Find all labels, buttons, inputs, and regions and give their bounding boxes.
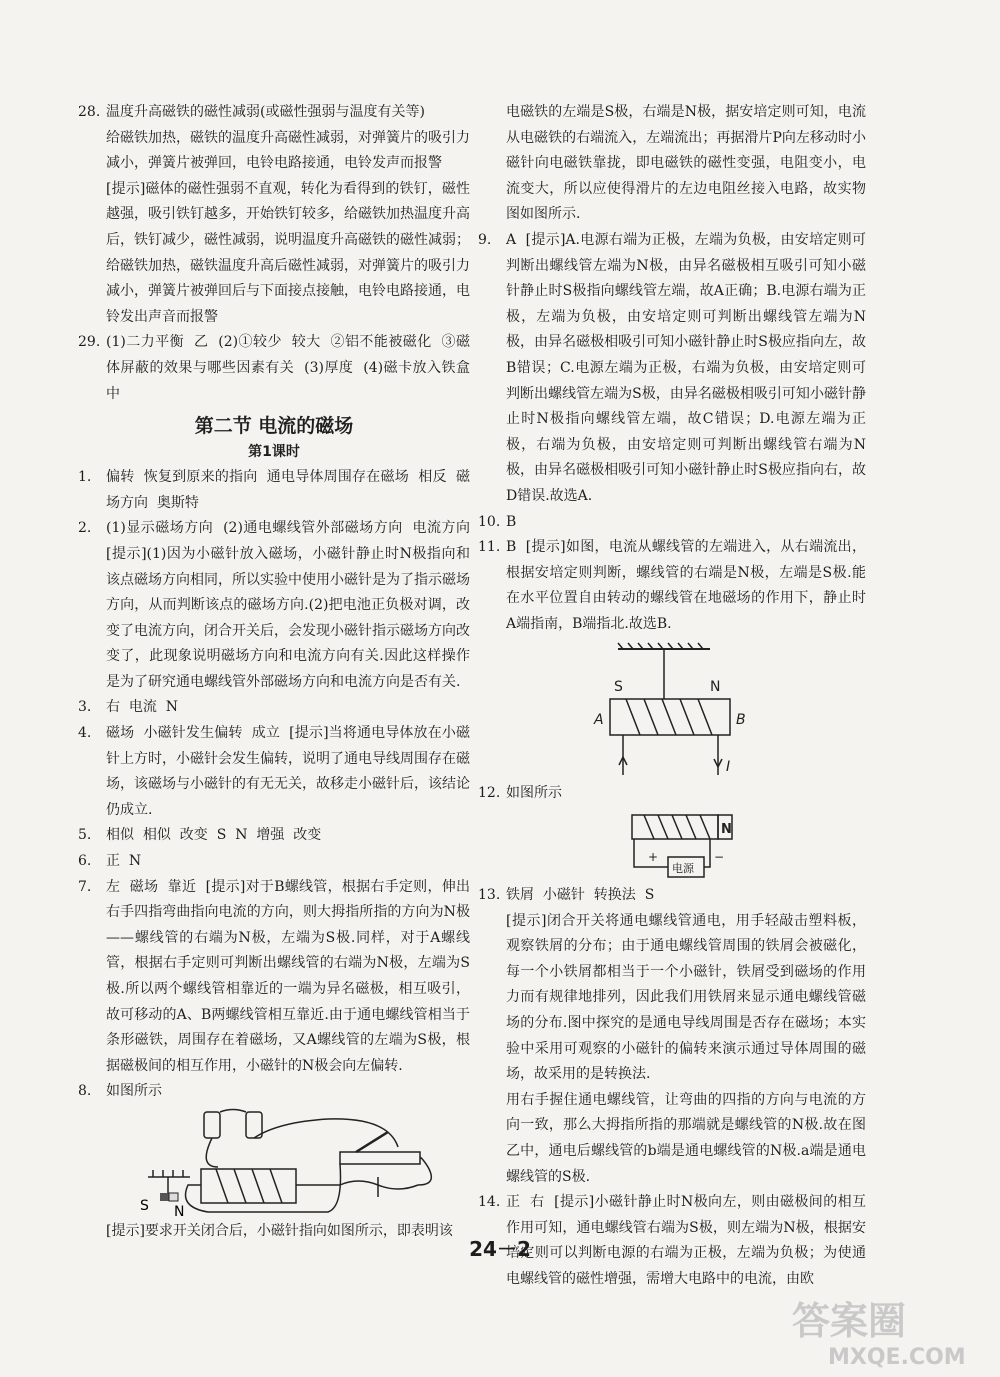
answer-text: B [提示]如图，电流从螺线管的左端进入，从右端流出，根据安培定则判断，螺线管的右端是N极，左端是S极.能在水平位置自由转动的螺线管在地磁场的作用下，静止时A端指南，B端指北.故选B. <box>506 539 866 632</box>
answer-4 <box>78 721 470 823</box>
label-n: N <box>710 679 721 696</box>
answer-text: 偏转 恢复到原来的指向 通电导体周围存在磁场 相反 磁场方向 奥斯特 <box>106 469 470 511</box>
question-number: 29. <box>78 334 101 351</box>
wire <box>206 1138 218 1167</box>
wire-right <box>704 839 710 867</box>
answer-line: 给磁铁加热，磁铁的温度升高磁性减弱，对弹簧片的吸引力减小，弹簧片被弹回，电铃电路接通，电铃发声而报警 <box>106 129 470 172</box>
answer-text: 如图所示 <box>106 1083 162 1100</box>
answer-text: 如图所示 <box>506 785 562 802</box>
question-number: 11. <box>478 539 501 556</box>
answer-text: 铁屑 小磁针 转换法 S <box>506 887 655 904</box>
right-column <box>478 100 866 1293</box>
question-number: 6. <box>78 853 92 870</box>
ceiling-support <box>148 1170 190 1177</box>
answer-7 <box>78 875 470 1080</box>
answer-8-continued <box>478 100 866 228</box>
answer-3 <box>78 695 470 721</box>
answer-text: 磁场 小磁针发生偏转 成立 [提示]当将通电导体放在小磁针上方时，小磁针会发生偏转，说明了通电导线周围存在磁场，该磁场与小磁针的有无无关，故移走小磁针后，该结论仍成立. <box>106 725 470 818</box>
answer-text: A [提示]A.电源右端为正极，左端为负极，由安培定则可判断出螺线管左端为N极，由异名磁极相互吸引可知小磁针静止时S极指向螺线管左端，故A正确；B.电源右端为正极，左端为负极，由安培定则可判断出螺线管左端为N极，由异名磁极相吸引可知小磁针静止时S极应指向左，故B错误；C.电源左端为正极，右端为负极，由安培定则可判断出螺线管左端为S极，由异名磁极相吸引可知小磁针静止时N极指向螺线管左端，故C错误；D.电源左端为正极，右端为负极，由安培定则可判断出螺线管右端为N极，由异名磁极相吸引可知小磁针静止时S极应指向右，故D错误.故选A. <box>506 231 866 504</box>
answer-29 <box>78 330 470 407</box>
switch-lever <box>356 1132 388 1152</box>
label-power-source: 电源 <box>672 862 694 876</box>
answer-5 <box>78 823 470 849</box>
question-number: 3. <box>78 699 92 716</box>
label-minus: − <box>714 850 725 865</box>
answer-text: 正 右 [提示]小磁针静止时N极向左，则由磁极间的相互作用可知，通电螺线管右端为S极，则左端为N极，根据安培定则可以判断电源的右端为正极，左端为负极；为使通电螺线管的磁性增强，需增大电路中的电流，由欧 <box>506 1194 866 1287</box>
wire <box>220 1109 246 1112</box>
question-number: 5. <box>78 827 92 844</box>
electromagnet-coil <box>201 1169 296 1203</box>
question-number: 2. <box>78 520 92 537</box>
section-title: 第二节 电流的磁场 <box>194 415 354 438</box>
answer-11 <box>478 535 866 637</box>
question-number: 12. <box>478 785 501 802</box>
question-number: 28. <box>78 104 101 120</box>
hint-text: 用右手握住通电螺线管，让弯曲的四指的方向与电流的方向一致，那么大拇指所指的那端就是螺线管的N极.故在图乙中，通电后螺线管的b端是通电螺线管的N极.a端是通电螺线管的S极. <box>506 1091 866 1185</box>
answer-2 <box>78 516 479 695</box>
page-number: 24－2 <box>469 1237 531 1261</box>
wire <box>186 1164 341 1212</box>
lesson-title: 第1课时 <box>248 444 300 461</box>
compass-needle-n <box>169 1193 178 1201</box>
answer-text: 左 磁场 靠近 [提示]对于B螺线管，根据右手定则，伸出右手四指弯曲指向电流的方向，则大拇指所指的方向为N极——螺线管的右端为N极，左端为S极.同样，对于A螺线管，根据右手定则可判断出螺线管的右端为N极，左端为S极.所以两个螺线管相靠近的一端为异名磁极，相互吸引，故可移动的A、B两螺线管相互靠近.由于通电螺线管相当于条形磁铁，周围存在着磁场，又A螺线管的左端为S极，根据磁极间的相互作用，小磁针的N极会向左偏转. <box>106 878 470 1074</box>
answer-8 <box>78 1079 470 1105</box>
watermark-logo <box>788 1290 978 1370</box>
question-number: 13. <box>478 887 501 904</box>
answer-10 <box>478 510 866 536</box>
hint-text: 电磁铁的左端是S极，右端是N极，据安培定则可知，电流从电磁铁的右端流入，左端流出；再据滑片P向左移动时小磁针向电磁铁靠拢，即电磁铁的磁性变强，电阻变小，电流变大，所以应使得滑片的左边电阻丝接入电路，故实物图如图所示. <box>506 104 866 223</box>
label-s: S <box>614 679 623 696</box>
watermark-main: 答案圈 <box>792 1299 907 1343</box>
answer-text: B <box>506 513 517 530</box>
watermark-url: MXQE.COM <box>828 1345 966 1370</box>
hint-text: [提示]闭合开关将通电螺线管通电，用手轻敲击塑料板，观察铁屑的分布；由于通电螺线管周围的铁屑会被磁化，每一个小铁屑都相当于一个小磁针，铁屑受到磁场的作用力而有规律地排列，因此我们用铁屑来显示通电螺线管磁场的分布.图中探究的是通电导线周围是否存在磁场；本实验中采用可观察的小磁针的偏转来演示通过导体周围的磁场，故采用的是转换法. <box>506 912 866 1083</box>
label-s: S <box>140 1197 149 1214</box>
answer-text: (1)显示磁场方向 (2)通电螺线管外部磁场方向 电流方向 [提示](1)因为小磁针放入磁场，小磁针静止时N极指向和该点磁场方向相同，所以实验中使用小磁针是为了指示磁场方向，从而判断该点的磁场方向.(2)把电池正负极对调，改变了电流方向，闭合开关后，会发现小磁针指示磁场方向改变了，此现象说明磁场方向和电流方向有关.因此这样操作是为了研究通电螺线管外部磁场方向和电流方向是否有关. <box>106 520 479 690</box>
question-number: 10. <box>478 513 501 530</box>
label-n: N <box>174 1203 185 1217</box>
hint-text: [提示]磁体的磁性强弱不直观，转化为看得到的铁钉，磁性越强，吸引铁钉越多，开始铁钉较多，给磁铁加热温度升高后，铁钉减少，磁性减弱，说明温度升高磁铁的磁性减弱；给磁铁加热，磁铁温度升高后磁性减弱，对弹簧片的吸引力减小，弹簧片被弹回后与下面接点接触，电铃电路接通，电铃发出声音而报警 <box>106 180 470 325</box>
label-n: N <box>721 822 732 838</box>
answer-text: 相似 相似 改变 S N 增强 改变 <box>106 827 322 844</box>
answer-text: 正 N <box>106 853 142 870</box>
solenoid-diagram-q11 <box>478 639 866 779</box>
answer-6 <box>78 849 470 875</box>
question-number: 7. <box>78 878 92 895</box>
wire <box>254 1119 398 1147</box>
label-plus: + <box>648 850 659 865</box>
hint-text: [提示]要求开关闭合后，小磁针指向如图所示，即表明该 <box>106 1222 453 1239</box>
answer-1 <box>78 465 470 516</box>
label-current: I <box>726 759 731 776</box>
answer-28 <box>78 100 470 330</box>
answer-13 <box>478 883 866 1190</box>
answer-text: 右 电流 N <box>106 699 179 716</box>
compass-needle-s <box>160 1193 169 1201</box>
answer-text: (1)二力平衡 乙 (2)①较少 较大 ②铝不能被磁化 ③磁体屏蔽的效果与哪些因素有关 (3)厚度 (4)磁卡放入铁盒中 <box>106 334 470 402</box>
question-number: 8. <box>78 1083 92 1100</box>
question-number: 9. <box>478 231 492 248</box>
coil-windings <box>216 1169 282 1203</box>
circuit-diagram-q8 <box>78 1107 470 1217</box>
left-column <box>78 100 479 1245</box>
solenoid-windings <box>626 699 712 735</box>
solenoid-circuit-q12 <box>478 809 866 881</box>
question-number: 4. <box>78 725 92 742</box>
label-a: A <box>594 712 604 729</box>
question-number: 14. <box>478 1194 501 1211</box>
solenoid-windings <box>644 815 710 839</box>
answer-9 <box>478 228 866 510</box>
answer-line: 温度升高磁铁的磁性减弱(或磁性强弱与温度有关等) <box>106 104 425 120</box>
label-b: B <box>736 712 746 729</box>
answer-12 <box>478 781 866 807</box>
question-number: 1. <box>78 469 92 486</box>
battery-1 <box>204 1112 220 1138</box>
rheostat <box>340 1181 418 1189</box>
switch-base <box>340 1152 420 1164</box>
